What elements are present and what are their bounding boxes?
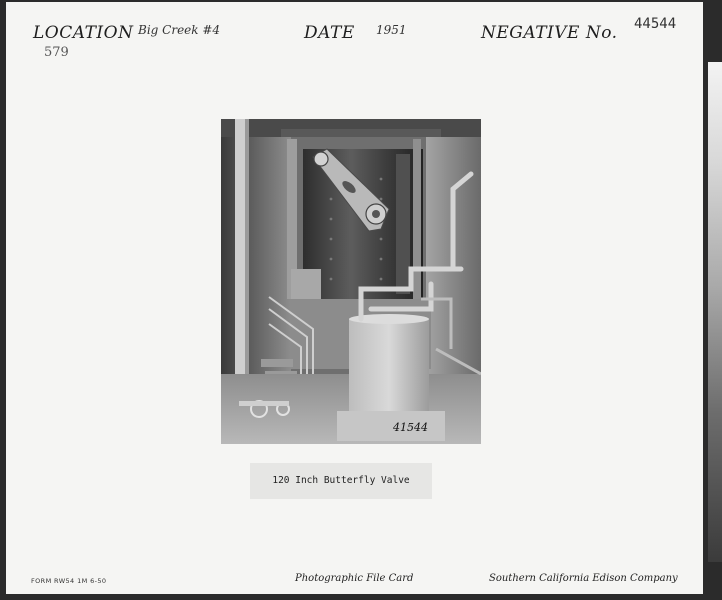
date-label: DATE [304,23,355,43]
negative-number: 44544 [634,16,677,32]
photograph [221,119,481,444]
scan-edge-strip [708,62,722,562]
card-number: 579 [44,45,69,60]
location-value: Big Creek #4 [138,23,221,37]
file-card [6,2,703,594]
date-value: 1951 [376,23,407,37]
card-title: Photographic File Card [295,573,414,584]
form-code: FORM RW54 1M 6-50 [31,577,107,585]
location-label: LOCATION [33,23,134,43]
photo-plate-number: 41544 [393,421,428,434]
butterfly-valve-photo [221,119,481,444]
company-name: Southern California Edison Company [489,573,678,584]
negative-label: NEGATIVE No. [481,23,618,43]
photo-caption: 120 Inch Butterfly Valve [250,463,432,499]
